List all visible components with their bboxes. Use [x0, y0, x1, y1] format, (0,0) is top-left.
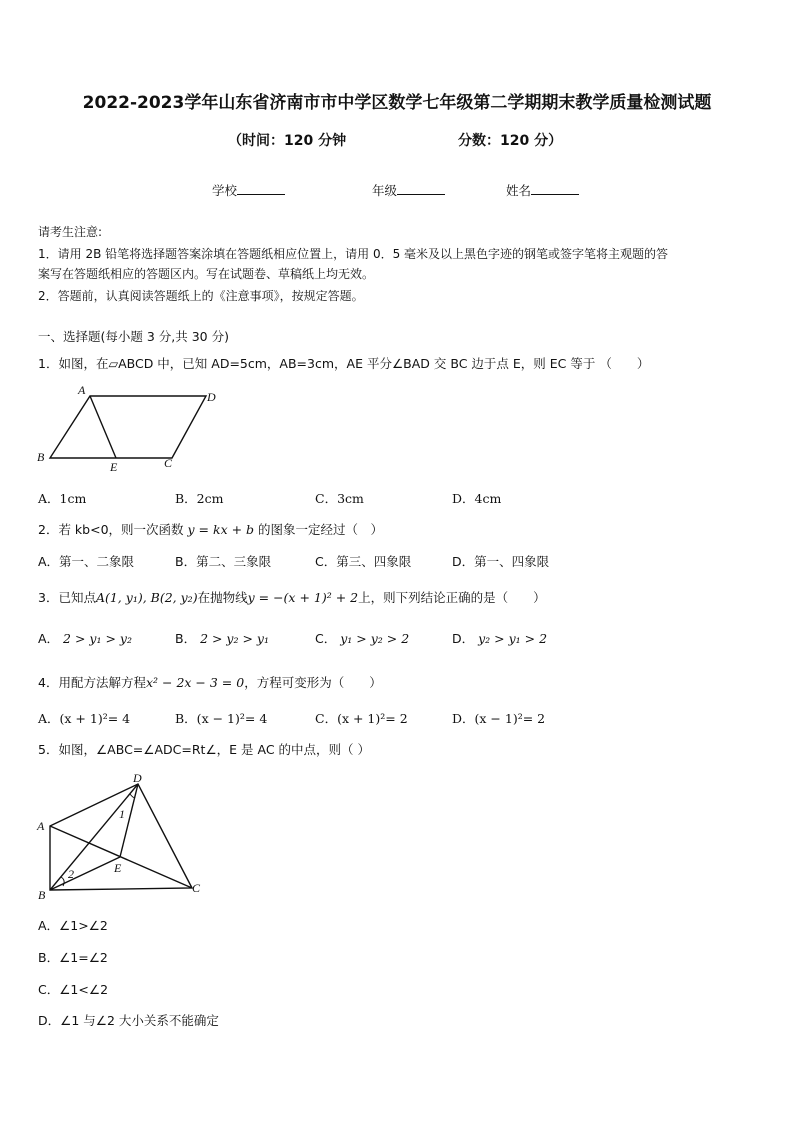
q4-stem: [38, 673, 382, 691]
q1-option-a[interactable]: A．1cm: [38, 491, 87, 506]
grade-blank[interactable]: [397, 182, 445, 195]
q1-label-d: D: [207, 390, 216, 404]
q2-option-a[interactable]: A．第一、二象限: [38, 554, 135, 569]
q1-parallelogram: [50, 396, 206, 458]
school-label: 学校: [212, 183, 238, 198]
name-blank[interactable]: [531, 182, 579, 195]
name-label: 姓名: [506, 183, 532, 198]
q3-stem-b: 在抛物线: [197, 590, 248, 605]
q5-label-1: 1: [119, 807, 125, 821]
q1-label-a: A: [78, 383, 86, 397]
q3-option-c-prefix: C．: [315, 631, 337, 646]
q4-stem-b: ，方程可变形为（ ）: [244, 675, 382, 690]
q3-option-c[interactable]: [315, 629, 409, 647]
q5-label-2: 2: [68, 867, 74, 881]
q3-option-a-math: 2 > y₁ > y₂: [63, 631, 132, 646]
q5-option-b[interactable]: B．∠1=∠2: [38, 950, 108, 965]
school-blank[interactable]: [237, 182, 285, 195]
q1-stem: 1．如图，在▱ABCD 中，已知 AD=5cm，AB=3cm，AE 平分∠BAD 交 BC 边于点 E，则 EC 等于 （ ）: [38, 356, 650, 371]
q1-option-c[interactable]: C．3cm: [315, 491, 364, 506]
notice-heading: 请考生注意:: [38, 225, 103, 239]
exam-title: 2022-2023学年山东省济南市市中学区数学七年级第二学期期末教学质量检测试题: [82, 93, 712, 113]
q3-stem-c: 上，则下列结论正确的是（ ）: [358, 590, 546, 605]
q5-figure: [34, 766, 214, 901]
q4-stem-a: 4．用配方法解方程: [38, 675, 146, 690]
q1-option-b[interactable]: B．2cm: [175, 491, 224, 506]
q5-segment-be: [50, 857, 120, 890]
q5-stem: 5．如图，∠ABC=∠ADC=Rt∠，E 是 AC 的中点，则（ ）: [38, 742, 370, 757]
q3-option-d-prefix: D．: [452, 631, 475, 646]
q4-option-a[interactable]: A．(x + 1)²= 4: [38, 711, 131, 726]
school-field: [212, 181, 285, 199]
q3-option-d[interactable]: [452, 629, 547, 647]
q5-option-a[interactable]: A．∠1>∠2: [38, 918, 108, 933]
q3-option-b-prefix: B．: [175, 631, 197, 646]
q1-label-b: B: [37, 450, 45, 464]
notice-item-1a: 1．请用 2B 铅笔将选择题答案涂填在答题纸相应位置上，请用 0．5 毫米及以上黑色字迹的钢笔或签字笔将主观题的答: [38, 247, 669, 261]
exam-score: 分数：120 分）: [458, 133, 563, 149]
q4-option-b[interactable]: B．(x − 1)²= 4: [175, 711, 268, 726]
q2-stem-b: 的图象一定经过（ ）: [258, 522, 384, 537]
q1-bisector-ae: [90, 396, 116, 458]
grade-field: [372, 181, 445, 199]
section-heading: 一、选择题(每小题 3 分,共 30 分): [38, 329, 229, 344]
notice-item-1b: 案写在答题纸相应的答题区内。写在试题卷、草稿纸上均无效。: [38, 267, 375, 281]
q3-option-b-math: 2 > y₂ > y₁: [200, 631, 270, 646]
q4-formula: x² − 2x − 3 = 0: [145, 675, 245, 690]
q2-option-d[interactable]: D．第一、四象限: [452, 554, 550, 569]
q1-label-e: E: [110, 460, 118, 474]
q2-stem-a: 2．若 kb<0，则一次函数: [38, 522, 184, 537]
q3-stem-a: 3．已知点: [38, 590, 96, 605]
q2-formula: y = kx + b: [187, 522, 255, 537]
q3-option-c-math: y₁ > y₂ > 2: [340, 631, 410, 646]
q5-label-b: B: [38, 888, 46, 901]
q5-option-c[interactable]: C．∠1<∠2: [38, 982, 109, 997]
q2-option-c[interactable]: C．第三、四象限: [315, 554, 412, 569]
q3-option-a-prefix: A．: [38, 631, 60, 646]
exam-time: （时间：120 分钟: [228, 133, 347, 149]
q3-option-a[interactable]: [38, 629, 132, 647]
q5-option-d[interactable]: D．∠1 与∠2 大小关系不能确定: [38, 1013, 219, 1028]
q5-label-d: D: [133, 771, 142, 785]
q2-stem: [38, 520, 383, 538]
q1-option-d[interactable]: D．4cm: [452, 491, 502, 506]
q2-option-b[interactable]: B．第二、三象限: [175, 554, 272, 569]
q3-option-d-math: y₂ > y₁ > 2: [478, 631, 548, 646]
q5-label-c: C: [192, 881, 201, 895]
grade-label: 年级: [372, 183, 398, 198]
q4-option-c[interactable]: C．(x + 1)²= 2: [315, 711, 408, 726]
q1-figure: [34, 382, 234, 477]
notice-item-2: 2．答题前，认真阅读答题纸上的《注意事项》，按规定答题。: [38, 289, 364, 303]
q4-option-d[interactable]: D．(x − 1)²= 2: [452, 711, 546, 726]
q1-label-c: C: [164, 456, 173, 470]
q3-option-b[interactable]: [175, 629, 269, 647]
name-field: [506, 181, 579, 199]
q3-points: A(1, y₁), B(2, y₂): [95, 590, 198, 605]
q3-formula: y = −(x + 1)² + 2: [247, 590, 359, 605]
q5-label-e: E: [114, 861, 122, 875]
q5-label-a: A: [37, 819, 45, 833]
q3-stem: [38, 588, 546, 606]
